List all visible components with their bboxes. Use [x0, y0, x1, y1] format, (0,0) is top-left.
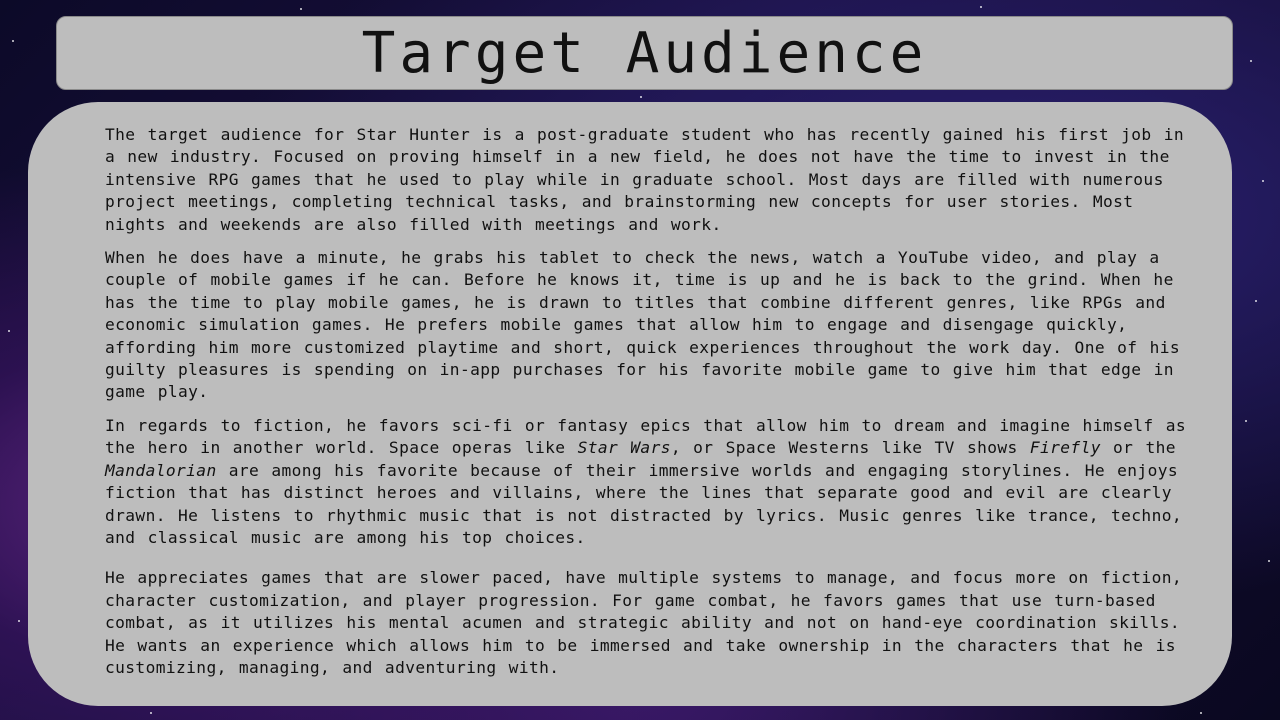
italic-star-wars: Star Wars: [577, 438, 671, 458]
star: [640, 96, 642, 98]
paragraph-fiction: [105, 415, 1202, 549]
paragraph-fiction-text-1: In regards to fiction, he favors sci-fi or fantasy epics that allow him to dream and imagine himself as the hero in another world. Space operas like: [105, 415, 1187, 458]
slide-title: Target Audience: [361, 21, 928, 86]
star: [150, 712, 152, 714]
star: [980, 6, 982, 8]
italic-mandalorian: Mandalorian: [105, 460, 217, 480]
paragraph-game-preferences: He appreciates games that are slower paced, have multiple systems to manage, and focus more on fiction, character customization, and player progression. For game combat, he favors games that use turn-based combat, as it utilizes his mental acumen and strategic ability and not on hand-eye coordination skills. He wants an experience which allows him to be immersed and take ownership in the characters that he is customizing, managing, and adventuring with.: [105, 568, 1183, 677]
star: [300, 8, 302, 10]
title-banner: [56, 16, 1233, 90]
star: [1255, 300, 1257, 302]
italic-firefly: Firefly: [1029, 438, 1101, 458]
content-panel: [28, 102, 1232, 706]
star: [1268, 560, 1270, 562]
star: [1245, 420, 1247, 422]
paragraph-fiction-text-3: or the: [1100, 438, 1176, 458]
star: [8, 330, 10, 332]
paragraph-fiction-text-4: are among his favorite because of their immersive worlds and engaging storylines. He enjoys fiction that has distinct heroes and villains, where the lines that separate good and evil are clearly drawn. He listens to rhythmic music that is not distracted by lyrics. Music genres like trance, techno, and classical music are among his top choices.: [105, 460, 1183, 547]
paragraph-fiction-text-2: , or Space Westerns like TV shows: [670, 438, 1030, 458]
paragraph-job: The target audience for Star Hunter is a post-graduate student who has recently gained his first job in a new industry. Focused on proving himself in a new field, he does not have the time to invest in the intensive RPG games that he used to play while in graduate school. Most days are filled with numerous project meetings, completing technical tasks, and brainstorming new concepts for user stories. Most nights and weekends are also filled with meetings and work.: [105, 125, 1185, 234]
star: [18, 620, 20, 622]
star: [12, 40, 14, 42]
paragraph-mobile-gaming: When he does have a minute, he grabs his tablet to check the news, watch a YouTube video, and play a couple of mobile games if he can. Before he knows it, time is up and he is back to the grind. When he has the time to play mobile games, he is drawn to titles that combine different genres, like RPGs and economic simulation games. He prefers mobile games that allow him to engage and disengage quickly, affording him more customized playtime and short, quick experiences throughout the work day. One of his guilty pleasures is spending on in-app purchases for his favorite mobile game to give him that edge in game play.: [105, 248, 1181, 402]
star: [1262, 180, 1264, 182]
star: [1200, 712, 1202, 714]
star: [1250, 60, 1252, 62]
